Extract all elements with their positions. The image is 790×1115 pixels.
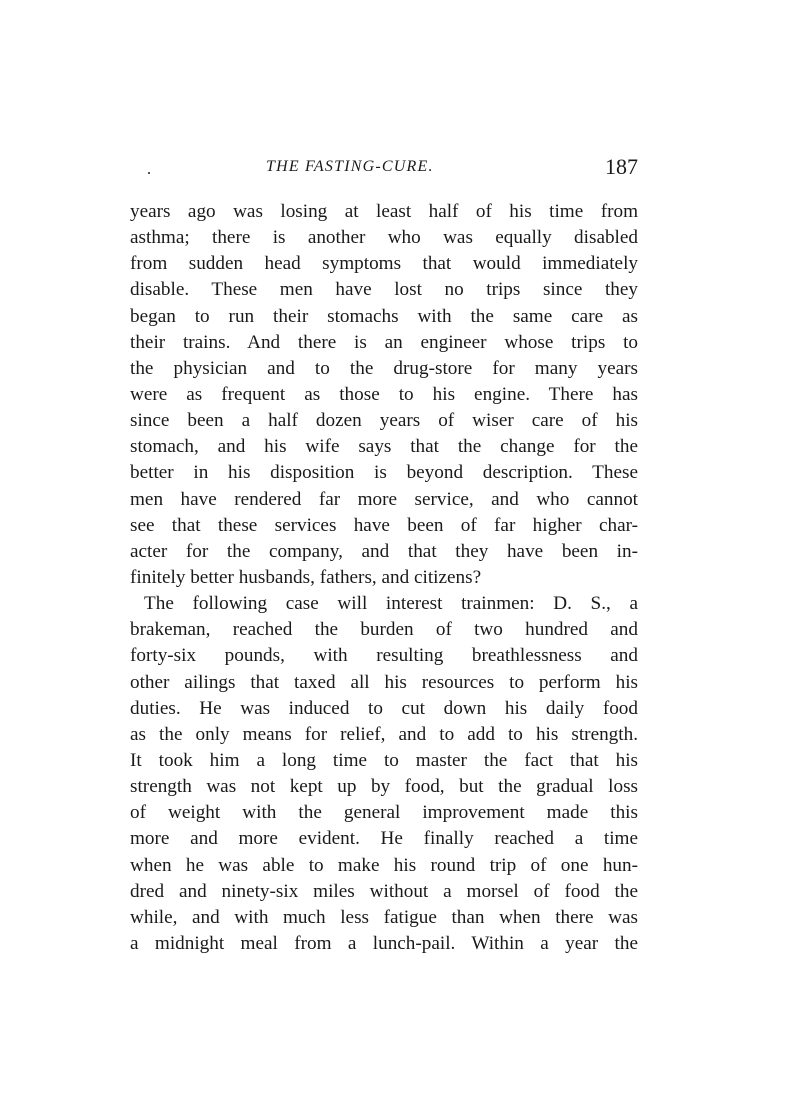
text-line: since been a half dozen years of wiser care of his <box>130 410 638 432</box>
text-line: finitely better husbands, fathers, and citizens? <box>130 566 482 588</box>
text-line: other ailings that taxed all his resources to perform his <box>130 671 638 693</box>
text-line: from sudden head symptoms that would immediately <box>130 253 638 275</box>
paragraph-1 <box>130 199 638 591</box>
text-line: were as frequent as those to his engine. There has <box>130 383 638 405</box>
text-line: strength was not kept up by food, but the gradual loss <box>130 776 638 798</box>
text-line: better in his disposition is beyond description. These <box>130 462 638 484</box>
text-line: their trains. And there is an engineer whose trips to <box>130 331 638 353</box>
text-line: when he was able to make his round trip of one hun- <box>130 854 638 876</box>
text-line: The following case will interest trainmen: D. S., a <box>144 593 638 615</box>
text-line: It took him a long time to master the fact that his <box>130 749 638 771</box>
scan-speck <box>148 172 150 174</box>
text-line: a midnight meal from a lunch-pail. Within a year the <box>130 932 638 954</box>
text-line: as the only means for relief, and to add to his strength. <box>130 723 638 745</box>
text-line: while, and with much less fatigue than when there was <box>130 906 638 928</box>
text-line: brakeman, reached the burden of two hundred and <box>130 619 638 641</box>
text-line: the physician and to the drug-store for many years <box>130 357 638 379</box>
text-line: disable. These men have lost no trips since they <box>130 279 638 301</box>
text-line: asthma; there is another who was equally disabled <box>130 227 638 249</box>
text-line: duties. He was induced to cut down his daily food <box>130 697 638 719</box>
text-line: dred and ninety-six miles without a morsel of food the <box>130 880 638 902</box>
text-line: see that these services have been of far higher char- <box>130 514 638 536</box>
page-header <box>130 154 640 184</box>
body-text <box>130 199 638 957</box>
text-line: of weight with the general improvement made this <box>130 802 638 824</box>
text-line: forty-six pounds, with resulting breathlessness and <box>130 645 638 667</box>
page-number: 187 <box>605 154 638 179</box>
text-line: acter for the company, and that they have been in- <box>130 540 638 562</box>
text-line: stomach, and his wife says that the change for the <box>130 436 638 458</box>
running-title: THE FASTING-CURE. <box>266 158 434 175</box>
paragraph-2 <box>130 591 638 957</box>
text-line: more and more evident. He finally reached a time <box>130 828 638 850</box>
text-line: men have rendered far more service, and who cannot <box>130 488 638 510</box>
text-line: began to run their stomachs with the same care as <box>130 305 638 327</box>
text-line: years ago was losing at least half of his time from <box>130 201 638 222</box>
